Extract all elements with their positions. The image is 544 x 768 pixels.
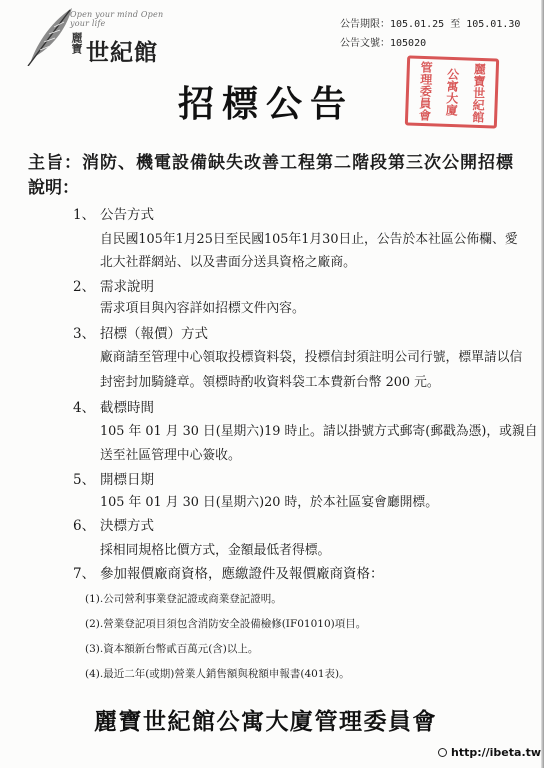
section-text-line: 送至社區管理中心簽收。 [100,448,241,463]
seal-column: 公寓大廈 [444,67,460,117]
section-number: 6、 [73,518,96,534]
section-heading: 開標日期 [100,472,154,488]
section-text-line: 需求項目與內容詳如招標文件內容。 [100,301,305,316]
seal-column: 麗寶世紀館 [470,62,487,124]
logo-tagline: Open your mind Open your life [70,10,164,28]
section-number: 1、 [73,207,96,223]
section-heading: 公告方式 [100,207,154,223]
logo-name-small: 麗寶 [70,32,83,54]
section-heading: 需求說明 [100,279,154,295]
subject-line: 主旨：消防、機電設備缺失改善工程第二階段第三次公開招標 [28,153,514,173]
section-number: 5、 [73,472,96,488]
section-text-line: 廠商請至管理中心領取投標資料袋，投標信封須註明公司行號，標單請以信 [100,350,523,365]
notice-period: 公告期限：105.01.25 至 105.01.30 [340,19,521,30]
section-number: 2、 [73,279,96,295]
logo-name-large: 世紀館 [86,39,158,66]
section-heading: 截標時間 [100,400,154,416]
issuer-signature: 麗寶世紀館公寓大廈管理委員會 [94,708,437,735]
globe-icon [438,748,447,757]
qualification-item: (3).資本額新台幣貳百萬元(含)以上。 [85,643,259,655]
qualification-item: (4).最近二年(或期)營業人銷售額與稅額申報書(401表)。 [85,668,350,680]
document-title: 招標公告 [178,83,355,125]
section-heading: 招標（報價）方式 [100,326,208,342]
section-text-line: 北大社群網站、以及書面分送具資格之廠商。 [100,255,356,270]
section-number: 7、 [73,566,96,582]
logo [26,6,176,68]
explanation-label: 說明： [28,178,79,198]
committee-seal-stamp [405,55,499,128]
section-number: 3、 [73,326,96,342]
watermark-text: http://ibeta.tw [451,746,542,759]
section-text-line: 自民國105年1月25日至民國105年1月30日止，公告於本社區公佈欄、愛 [100,232,518,247]
notice-doc-number: 公告文號：105020 [340,38,427,49]
section-text-line: 105 年 01 月 30 日(星期六)20 時，於本社區宴會廳開標。 [100,495,439,510]
seal-column: 管理委員會 [417,60,434,122]
qualification-item: (2).營業登記項目須包含消防安全設備檢修(IF01010)項目。 [85,618,367,630]
section-heading: 決標方式 [100,518,154,534]
section-heading: 參加報價廠商資格，應繳證件及報價廠商資格： [100,566,384,582]
section-text-line: 採相同規格比價方式，金額最低者得標。 [100,543,331,558]
qualification-item: (1).公司營利事業登記證或商業登記證明。 [85,593,282,605]
feather-quill-icon [26,6,74,66]
section-text-line: 105 年 01 月 30 日(星期六)19 時止。請以掛號方式郵寄(郵戳為憑)，或親自 [100,424,538,439]
section-number: 4、 [73,400,96,416]
section-text-line: 封密封加騎縫章。領標時酌收資料袋工本費新台幣 200 元。 [100,375,440,390]
watermark [438,746,541,759]
